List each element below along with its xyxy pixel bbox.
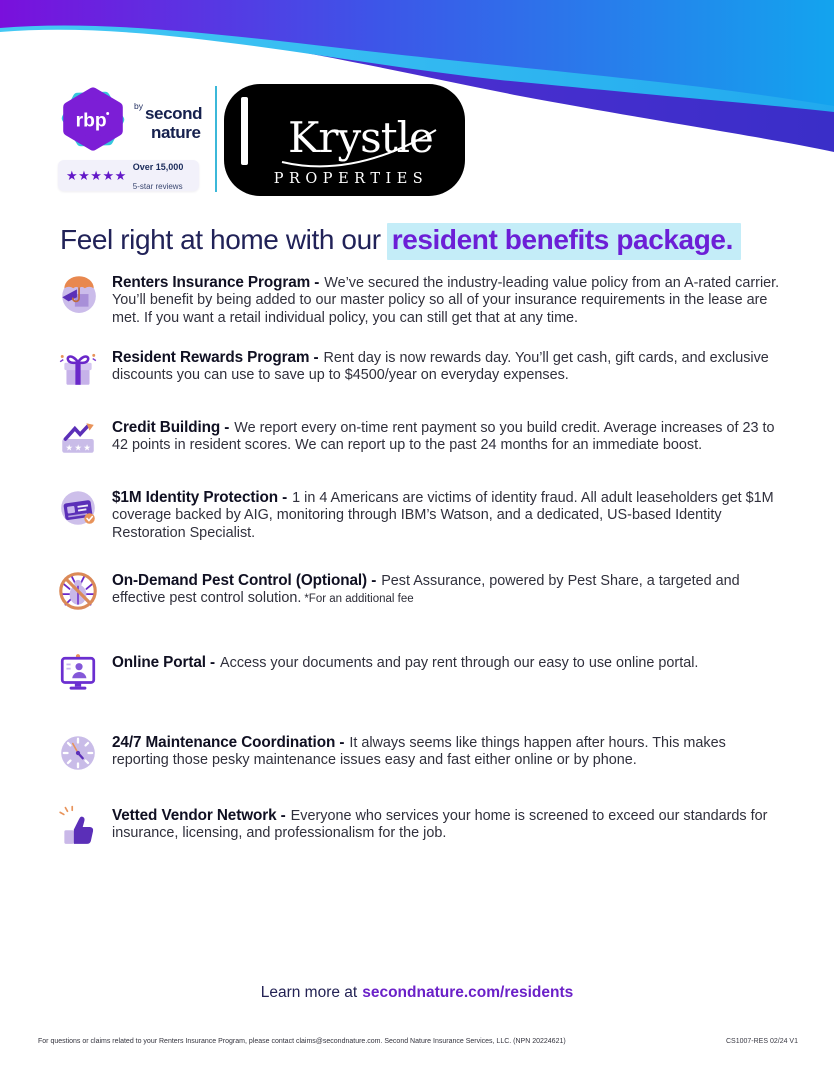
benefit-credit-building <box>57 417 784 459</box>
svg-text:★: ★ <box>74 442 82 453</box>
svg-text:Krystle: Krystle <box>288 113 433 162</box>
thumbs-up-icon <box>57 805 99 847</box>
gift-icon <box>57 347 99 389</box>
id-card-icon <box>57 487 99 529</box>
insurance-disclaimer: For questions or claims related to your Renters Insurance Program, please contact claims@secondnature.com. Second Nature Insurance Services, LLC. (NPN 20224621) <box>38 1038 566 1045</box>
benefit-renters-insurance <box>57 272 784 327</box>
credit-score-icon <box>57 417 99 459</box>
svg-text:★: ★ <box>65 442 73 453</box>
benefit-text: On-Demand Pest Control (Optional) - Pest Assurance, powered by Pest Share, a targeted and effective pest control solution. *For an additional fee <box>112 571 740 607</box>
benefit-identity-protection <box>57 487 784 542</box>
rbp-logo <box>60 86 126 152</box>
rbp-hexagon-icon <box>60 86 126 152</box>
benefit-online-portal <box>57 652 784 694</box>
learn-more-line <box>0 984 834 1002</box>
learn-more-link[interactable]: secondnature.com/residents <box>362 984 574 1001</box>
five-stars-icon: ★★★★★ <box>66 167 127 183</box>
benefit-resident-rewards <box>57 347 784 389</box>
benefit-text: Renters Insurance Program - We’ve secured the industry-leading value policy from an A-rated carrier. You’ll benefit by being added to our master policy so all of your insurance requirements in the lease are met. If you want a retail individual policy, you can still get that at any time. <box>112 274 780 326</box>
byline-by: by <box>134 101 143 111</box>
krystle-logo-graphic <box>224 84 465 196</box>
benefit-text: Vetted Vendor Network - Everyone who services your home is screened to exceed our standards for insurance, licensing, and professionalism for the job. <box>112 806 768 842</box>
learn-more-prefix: Learn more at <box>260 984 358 1001</box>
headline-highlight: resident benefits package. <box>387 223 741 260</box>
brand-nature: nature <box>151 123 201 142</box>
reviews-label: 5-star reviews <box>132 181 183 191</box>
online-portal-icon <box>57 652 99 694</box>
benefit-pest-control <box>57 570 784 612</box>
benefits-list <box>57 272 784 847</box>
benefit-text: Resident Rewards Program - Rent day is now rewards day. You’ll get cash, gift cards, and exclusive discounts you can use to save up to $4500/year on everyday expenses. <box>112 348 769 384</box>
fine-print-row <box>38 1038 798 1045</box>
svg-text:PROPERTIES: PROPERTIES <box>273 171 429 187</box>
benefit-text: Online Portal - Access your documents and pay rent through our easy to use online portal. <box>112 653 699 671</box>
document-code: CS1007-RES 02/24 V1 <box>726 1038 798 1045</box>
clock-icon <box>57 732 99 774</box>
second-nature-wordmark <box>134 102 226 141</box>
krystle-properties-logo <box>224 84 465 196</box>
page-title <box>60 224 800 256</box>
umbrella-icon <box>57 272 99 314</box>
headline-prefix: Feel right at home with our <box>60 224 381 255</box>
benefit-maintenance <box>57 732 784 774</box>
benefit-text: Credit Building - We report every on-time rent payment so you build credit. Average increases of 23 to 42 points in resident scores. We can report up to the past 24 months for an immediate boost. <box>112 418 775 454</box>
brand-second: second <box>144 104 203 123</box>
no-pests-icon <box>57 570 99 612</box>
benefit-text: 24/7 Maintenance Coordination - It always seems like things happen after hours. This makes reporting those pesky maintenance issues easy and fast either online or by phone. <box>112 733 726 769</box>
benefit-text: $1M Identity Protection - 1 in 4 Americans are victims of identity fraud. All adult leaseholders get $1M coverage backed by AIG, monitoring through IBM’s Watson, and a dedicated, US-based Identity Restoration Specialist. <box>112 488 774 541</box>
svg-text:rbp: rbp <box>75 110 107 132</box>
benefit-vendor-network <box>57 805 784 847</box>
reviews-badge <box>58 160 199 191</box>
svg-text:★: ★ <box>83 442 91 453</box>
logo-divider <box>215 86 217 192</box>
reviews-count: Over 15,000 <box>132 162 184 173</box>
additional-fee-note: *For an additional fee <box>304 593 414 606</box>
